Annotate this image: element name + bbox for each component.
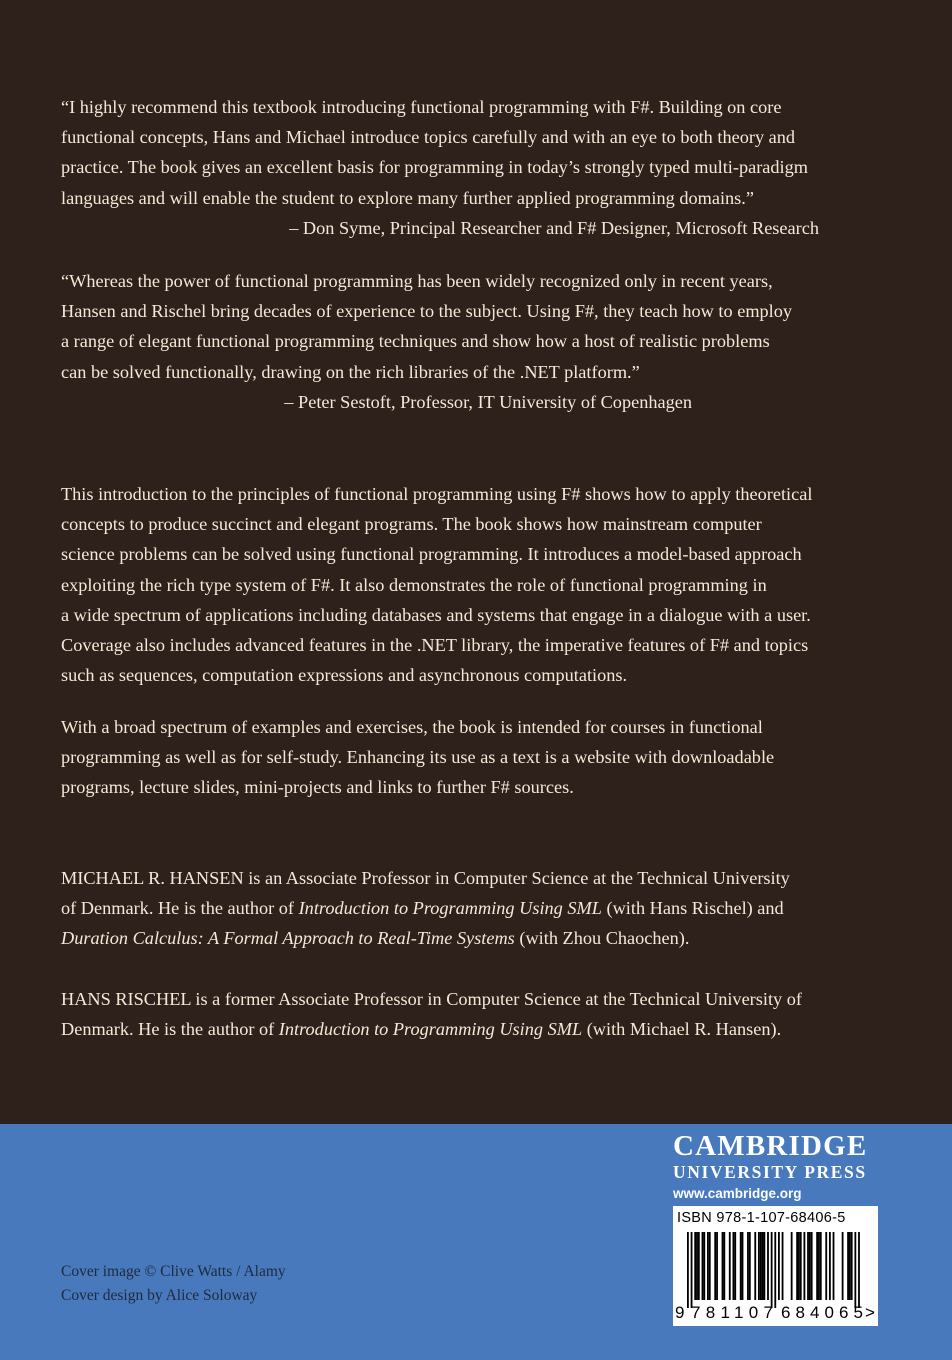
barcode-bar: [763, 1232, 765, 1300]
barcode-bar: [696, 1232, 698, 1300]
quote-line: “I highly recommend this textbook introducing functional programming with F#. Building on core: [61, 97, 782, 117]
quote-line: practice. The book gives an excellent basis for programming in today’s strongly typed multi-paradigm: [61, 157, 808, 178]
barcode-bar: [758, 1232, 760, 1300]
description-line: exploiting the rich type system of F#. It also demonstrates the role of functional programming in: [61, 574, 767, 595]
isbn-barcode-box: [673, 1206, 878, 1326]
publisher-website: www.cambridge.org: [673, 1186, 802, 1201]
barcode-bar: [778, 1232, 780, 1300]
barcode-bar: [782, 1232, 784, 1300]
barcode-bar: [729, 1232, 731, 1300]
endorsement-quote-syme: [61, 92, 861, 243]
barcode-bar: [740, 1232, 742, 1300]
image-credit: Cover image © Clive Watts / Alamy: [61, 1263, 286, 1280]
bio-line: HANS RISCHEL is a former Associate Professor in Computer Science at the Technical University of: [61, 989, 802, 1009]
bio-line: [61, 893, 861, 923]
bio-text: (with Hans Rischel) and: [601, 898, 784, 919]
barcode-bar: [698, 1232, 700, 1300]
barcode-bar: [818, 1232, 820, 1300]
quote-line: functional concepts, Hans and Michael introduce topics carefully and with an eye to both theory and: [61, 127, 796, 148]
book-title: Introduction to Programming Using SML: [278, 1019, 583, 1040]
barcode-right-digits: 684065: [781, 1303, 863, 1322]
barcode-bar: [733, 1232, 735, 1300]
description-line: With a broad spectrum of examples and exercises, the book is intended for courses in functional: [61, 717, 763, 737]
barcode-bar: [816, 1232, 818, 1300]
bio-line: [61, 923, 861, 953]
barcode-bars: [687, 1232, 860, 1308]
publisher-press: UNIVERSITY PRESS: [673, 1162, 867, 1182]
bio-line: [61, 1014, 861, 1044]
barcode-left-digits: 781107: [691, 1303, 773, 1322]
quote-attribution: – Peter Sestoft, Professor, IT University of Copenhagen: [284, 391, 692, 412]
description-line: This introduction to the principles of functional programming using F# shows how to apply theoretical: [61, 484, 813, 504]
barcode-bar: [800, 1232, 802, 1300]
barcode-bar: [723, 1232, 725, 1300]
barcode-bar: [691, 1232, 693, 1308]
barcode-bar: [749, 1232, 751, 1300]
barcode-bar: [807, 1232, 809, 1300]
barcode-bar: [858, 1232, 860, 1308]
barcode-bar: [803, 1232, 805, 1300]
barcode-bar: [734, 1232, 736, 1300]
barcode-bar: [842, 1232, 844, 1300]
author-bio-rischel: [61, 984, 861, 1044]
publisher-logo: [673, 1130, 879, 1205]
book-description: [61, 479, 861, 690]
barcode-bar: [762, 1232, 764, 1300]
barcode-bar: [791, 1232, 793, 1300]
barcode-bar: [714, 1232, 716, 1300]
bio-text: of Denmark. He is the author of: [61, 898, 299, 919]
barcode-bar: [774, 1232, 776, 1308]
description-line: such as sequences, computation expressions and asynchronous computations.: [61, 665, 628, 686]
quote-line: “Whereas the power of functional programming has been widely recognized only in recent years,: [61, 271, 773, 291]
barcode-first-digit: 9: [675, 1303, 685, 1322]
barcode-bar: [820, 1232, 822, 1300]
barcode-bar: [849, 1232, 851, 1300]
barcode-bar: [809, 1232, 811, 1300]
barcode-bar: [854, 1232, 856, 1308]
description-line: programs, lecture slides, mini-projects and links to further F# sources.: [61, 777, 574, 798]
barcode-bar: [811, 1232, 813, 1300]
barcode-bar: [771, 1232, 773, 1308]
barcode-bar: [847, 1232, 849, 1300]
barcode-bar: [798, 1232, 800, 1300]
barcode-bar: [747, 1232, 749, 1300]
barcode-bar: [742, 1232, 744, 1300]
barcode-bar: [796, 1232, 798, 1300]
barcode-bar: [760, 1232, 762, 1300]
book-title: Duration Calculus: A Formal Approach to Real-Time Systems: [61, 928, 515, 949]
description-line: Coverage also includes advanced features in the .NET library, the imperative features of F# and topics: [61, 635, 809, 656]
isbn-number: ISBN 978-1-107-68406-5: [677, 1210, 846, 1226]
barcode-bar: [694, 1232, 696, 1300]
description-line: concepts to produce succinct and elegant programs. The book shows how mainstream computer: [61, 514, 762, 535]
barcode-bar: [833, 1232, 835, 1300]
bio-text: (with Zhou Chaochen).: [514, 928, 690, 949]
barcode-bar: [707, 1232, 709, 1300]
barcode-bar: [767, 1232, 769, 1300]
barcode-bar: [825, 1232, 827, 1300]
barcode-bar: [829, 1232, 831, 1300]
endorsement-quote-sestoft: [61, 266, 861, 417]
description-line: programming as well as for self-study. Enhancing its use as a text is a website with downloadable: [61, 747, 775, 768]
barcode-bar: [716, 1232, 718, 1300]
quote-line: can be solved functionally, drawing on the rich libraries of the .NET platform.”: [61, 361, 640, 382]
barcode-bar: [851, 1232, 853, 1300]
barcode-bar: [709, 1232, 711, 1300]
quote-line: a range of elegant functional programming techniques and show how a host of realistic problems: [61, 331, 770, 352]
description-line: a wide spectrum of applications including databases and systems that engage in a dialogue with a user.: [61, 604, 811, 625]
bio-text: (with Michael R. Hansen).: [582, 1019, 782, 1040]
barcode-bar: [702, 1232, 704, 1300]
barcode-bar: [754, 1232, 756, 1300]
barcode-bar: [687, 1232, 689, 1308]
publisher-name: CAMBRIDGE: [673, 1130, 868, 1162]
barcode-quiet-mark: >: [865, 1303, 875, 1322]
bio-line: MICHAEL R. HANSEN is an Associate Professor in Computer Science at the Technical University: [61, 868, 790, 888]
quote-attribution: – Don Syme, Principal Researcher and F# Designer, Microsoft Research: [289, 217, 819, 238]
quote-line: languages and will enable the student to explore many further applied programming domains.”: [61, 187, 754, 208]
cover-credits: [61, 1260, 286, 1308]
author-bio-hansen: [61, 863, 861, 954]
barcode-bar: [722, 1232, 724, 1300]
quote-line: Hansen and Rischel bring decades of experience to the subject. Using F#, they teach how to employ: [61, 301, 793, 322]
book-title: Introduction to Programming Using SML: [298, 898, 602, 919]
bio-text: Denmark. He is the author of: [61, 1019, 279, 1040]
book-description-continued: [61, 712, 861, 803]
design-credit: Cover design by Alice Soloway: [61, 1287, 258, 1304]
description-line: science problems can be solved using functional programming. It introduces a model-based approach: [61, 544, 802, 565]
barcode-bar: [703, 1232, 705, 1300]
